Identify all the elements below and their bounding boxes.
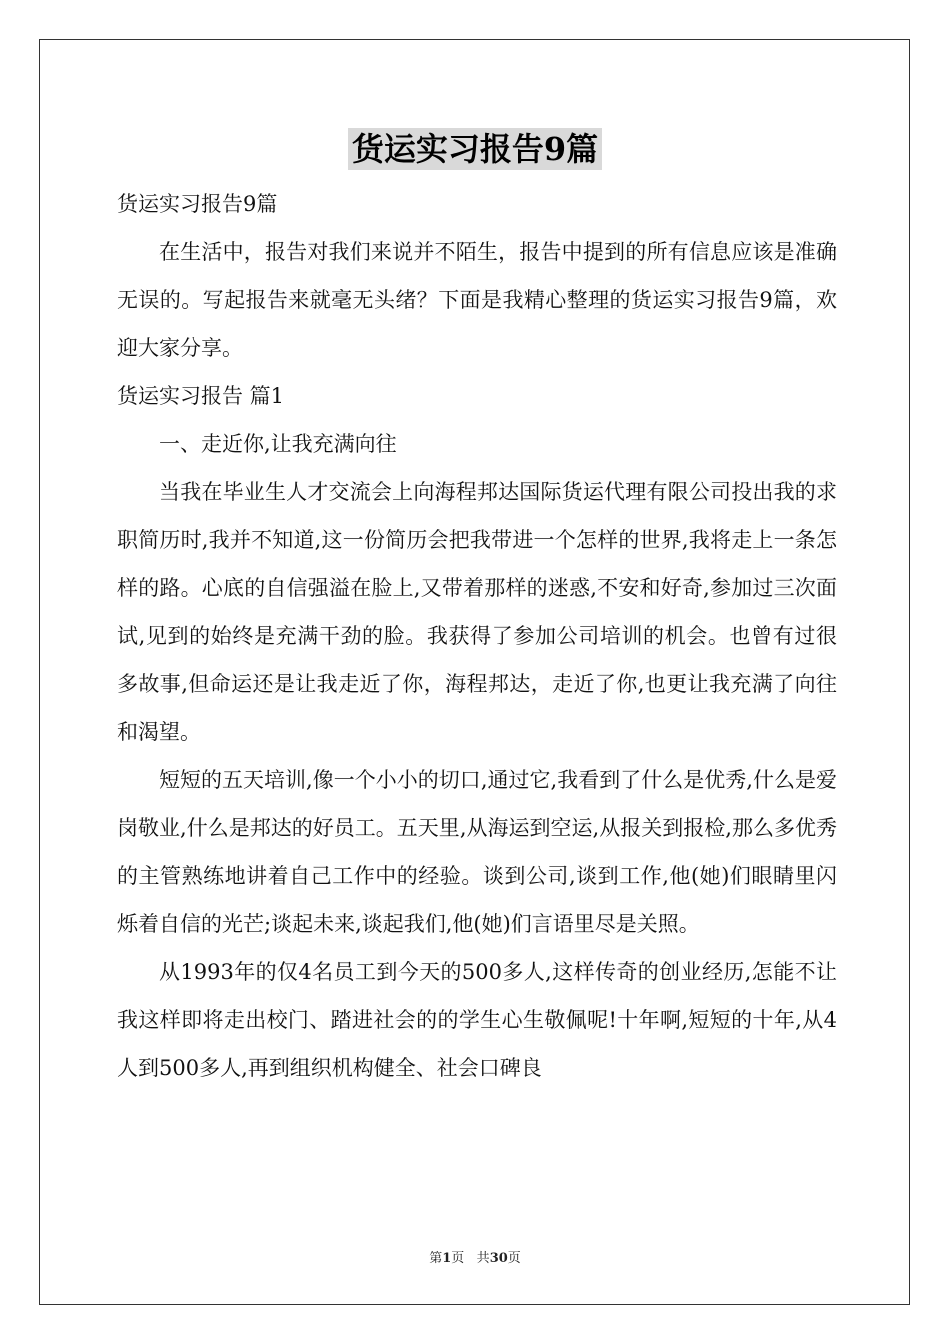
footer-total-suffix: 页 xyxy=(507,1251,521,1266)
section-subheading: 一、走近你,让我充满向往 xyxy=(159,432,397,456)
document-body xyxy=(117,180,837,1092)
body-paragraph: 当我在毕业生人才交流会上向海程邦达国际货运代理有限公司投出我的求职简历时,我并不知道,这一份简历会把我带进一个怎样的世界,我将走上一条怎样的路。心底的自信强溢在脸上,又带着那样的迷惑,不安和好奇,参加过三次面试,见到的始终是充满干劲的脸。我获得了参加公司培训的机会。也曾有过很多故事,但命运还是让我走近了你，海程邦达，走近了你,也更让我充满了向往和渴望。 xyxy=(117,480,837,744)
document-subtitle: 货运实习报告9篇 xyxy=(117,192,278,216)
footer-page-prefix: 第 xyxy=(429,1251,443,1266)
footer-total-prefix: 共 xyxy=(476,1251,490,1266)
page-footer xyxy=(0,1247,950,1266)
section-heading: 货运实习报告 篇1 xyxy=(117,384,285,408)
footer-page-suffix: 页 xyxy=(451,1251,465,1266)
body-paragraph: 短短的五天培训,像一个小小的切口,通过它,我看到了什么是优秀,什么是爱岗敬业,什么是邦达的好员工。五天里,从海运到空运,从报关到报检,那么多优秀的主管熟练地讲着自己工作中的经验。谈到公司,谈到工作,他(她)们眼睛里闪烁着自信的光芒;谈起未来,谈起我们,他(她)们言语里尽是关照。 xyxy=(117,768,837,936)
document-title xyxy=(0,128,950,170)
footer-total-pages: 30 xyxy=(489,1251,508,1266)
body-paragraph: 从1993年的仅4名员工到今天的500多人,这样传奇的创业经历,怎能不让我这样即将走出校门、踏进社会的的学生心生敬佩呢!十年啊,短短的十年,从4人到500多人,再到组织机构健全、社会口碑良 xyxy=(117,960,837,1080)
intro-paragraph: 在生活中，报告对我们来说并不陌生，报告中提到的所有信息应该是准确无误的。写起报告来就毫无头绪？下面是我精心整理的货运实习报告9篇，欢迎大家分享。 xyxy=(117,240,837,360)
document-title-text: 货运实习报告9篇 xyxy=(348,128,602,170)
footer-page-number: 1 xyxy=(442,1251,452,1266)
